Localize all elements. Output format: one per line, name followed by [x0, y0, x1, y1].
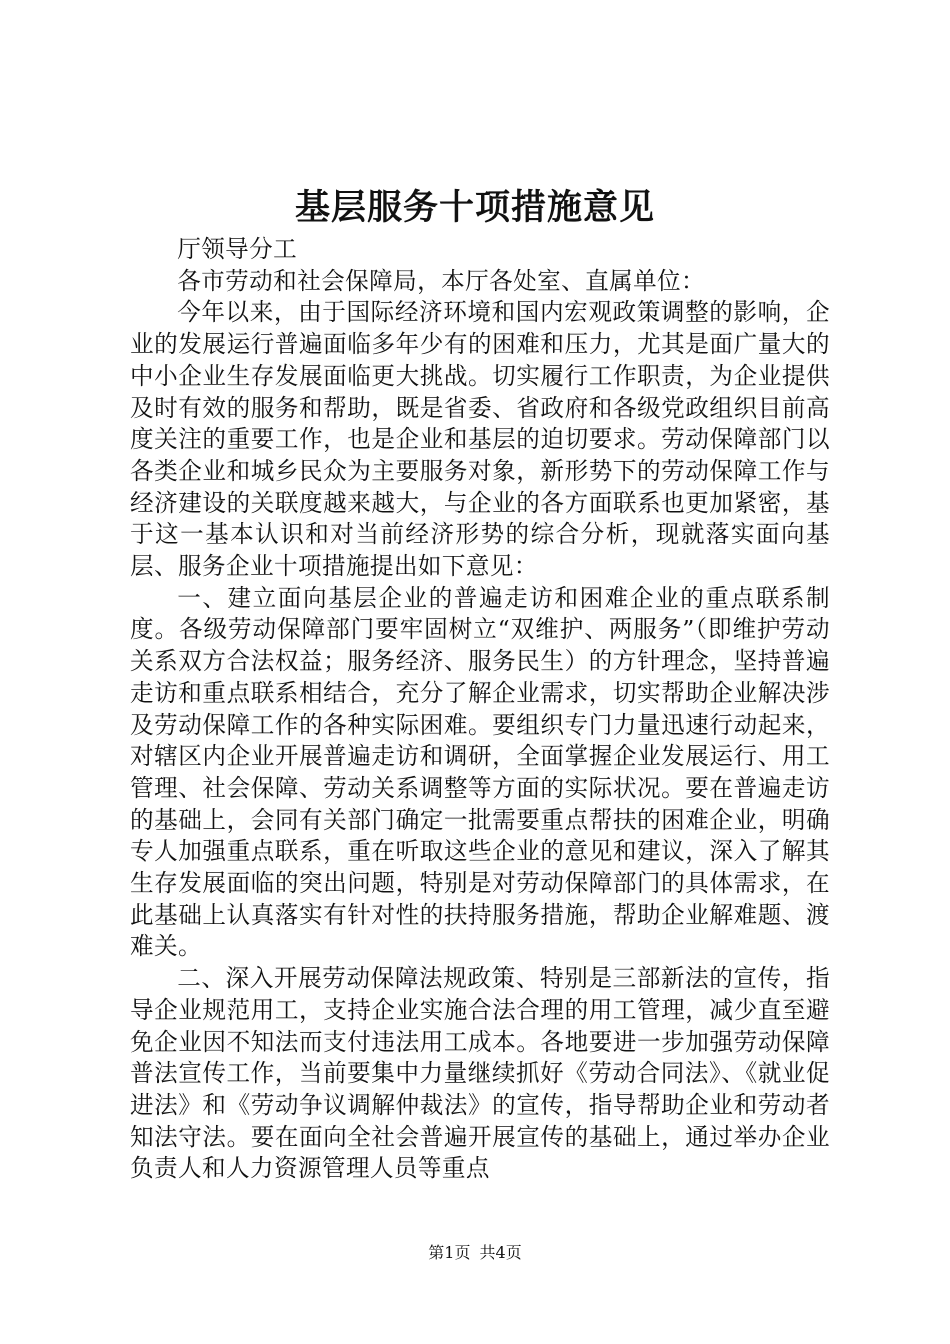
page-footer — [0, 1243, 950, 1263]
paragraph-introduction: 今年以来，由于国际经济环境和国内宏观政策调整的影响，企业的发展运行普遍面临多年少有的困难和压力，尤其是面广量大的中小企业生存发展面临更大挑战。切实履行工作职责，为企业提供及时有效的服务和帮助，既是省委、省政府和各级党政组织目前高度关注的重要工作，也是企业和基层的迫切要求。劳动保障部门以各类企业和城乡民众为主要服务对象，新形势下的劳动保障工作与经济建设的关联度越来越大，与企业的各方面联系也更加紧密，基于这一基本认识和对当前经济形势的综合分析，现就落实面向基层、服务企业十项措施提出如下意见： — [130, 298, 830, 581]
paragraph-measure-one: 一、建立面向基层企业的普遍走访和困难企业的重点联系制度。各级劳动保障部门要牢固树立“双维护、两服务”（即维护劳动关系双方合法权益；服务经济、服务民生）的方针理念，坚持普遍走访和重点联系相结合，充分了解企业需求，切实帮助企业解决涉及劳动保障工作的各种实际困难。要组织专门力量迅速行动起来，对辖区内企业开展普遍走访和调研，全面掌握企业发展运行、用工管理、社会保障、劳动关系调整等方面的实际状况。要在普遍走访的基础上，会同有关部门确定一批需要重点帮扶的困难企业，明确专人加强重点联系，重在听取这些企业的意见和建议，深入了解其生存发展面临的突出问题，特别是对劳动保障部门的具体需求，在此基础上认真落实有针对性的扶持服务措施，帮助企业解难题、渡难关。 — [130, 583, 830, 961]
document-title: 基层服务十项措施意见 — [294, 187, 655, 228]
page-total: 共4页 — [479, 1243, 522, 1262]
document-body — [130, 234, 830, 1185]
paragraph-addressee: 各市劳动和社会保障局，本厅各处室、直属单位： — [177, 266, 706, 295]
page-number: 第1页 — [428, 1243, 471, 1262]
paragraph-leadership-division: 厅领导分工 — [177, 235, 298, 263]
paragraph-measure-two: 二、深入开展劳动保障法规政策、特别是三部新法的宣传，指导企业规范用工，支持企业实施合法合理的用工管理，减少直至避免企业因不知法而支付违法用工成本。各地要进一步加强劳动保障普法宣传工作，当前要集中力量继续抓好《劳动合同法》、《就业促进法》和《劳动争议调解仲裁法》的宣传，指导帮助企业和劳动者知法守法。要在面向全社会普遍开展宣传的基础上，通过举办企业负责人和人力资源管理人员等重点 — [130, 964, 830, 1183]
